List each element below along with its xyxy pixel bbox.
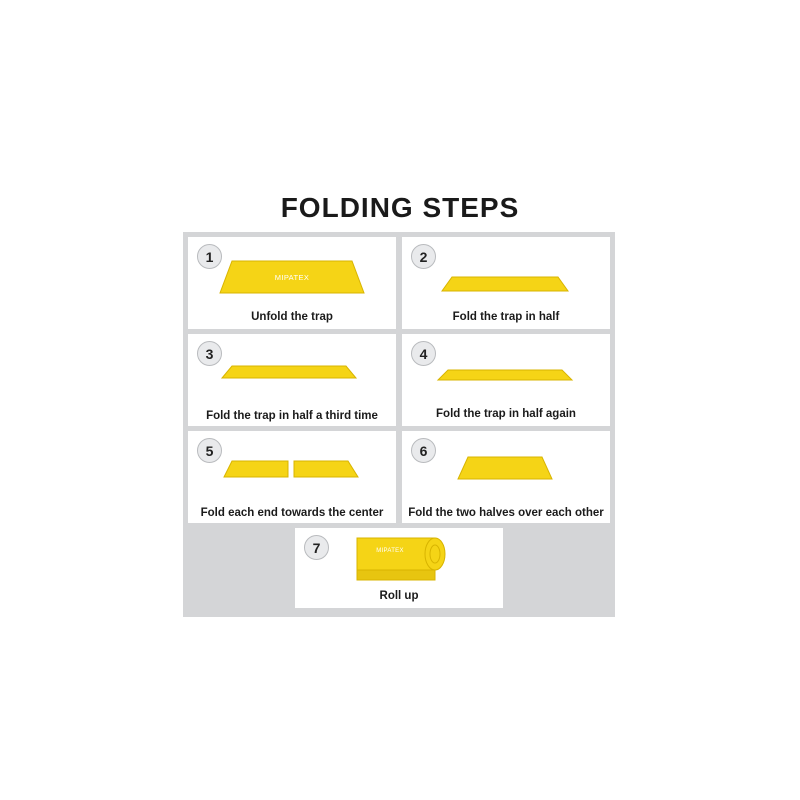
step-caption: Fold the trap in half a third time (206, 410, 378, 422)
tarp-brand-label: MIPATEX (274, 273, 310, 282)
step-number-badge: 1 (197, 244, 222, 269)
step-card-1 (188, 237, 396, 329)
step-caption: Unfold the trap (251, 311, 333, 323)
step-illustration-6 (402, 437, 610, 499)
step-number-badge: 2 (411, 244, 436, 269)
step-number-badge: 3 (197, 341, 222, 366)
step-number-badge: 4 (411, 341, 436, 366)
step-caption: Fold each end towards the center (200, 507, 384, 519)
step-number-badge: 6 (411, 438, 436, 463)
step-caption: Fold the two halves over each other (408, 507, 604, 519)
step-card-4 (402, 334, 610, 426)
page-title: FOLDING STEPS (280, 192, 520, 223)
step-illustration-5 (188, 437, 396, 499)
tarp-brand-label: MIPATEX (376, 548, 404, 554)
step-card-7 (295, 528, 503, 608)
step-illustration-1 (188, 243, 396, 305)
step-card-3 (188, 334, 396, 426)
step-caption: Fold the trap in half again (436, 408, 576, 420)
step-number-badge: 7 (304, 535, 329, 560)
step-number-badge: 5 (197, 438, 222, 463)
step-card-2 (402, 237, 610, 329)
step-illustration-3 (188, 340, 396, 402)
step-card-5 (188, 431, 396, 523)
step-illustration-2 (402, 243, 610, 305)
step-illustration-4 (402, 340, 610, 402)
step-card-6 (402, 431, 610, 523)
step-caption: Roll up (379, 590, 419, 602)
step-caption: Fold the trap in half (452, 311, 560, 323)
step-illustration-7 (295, 530, 503, 586)
